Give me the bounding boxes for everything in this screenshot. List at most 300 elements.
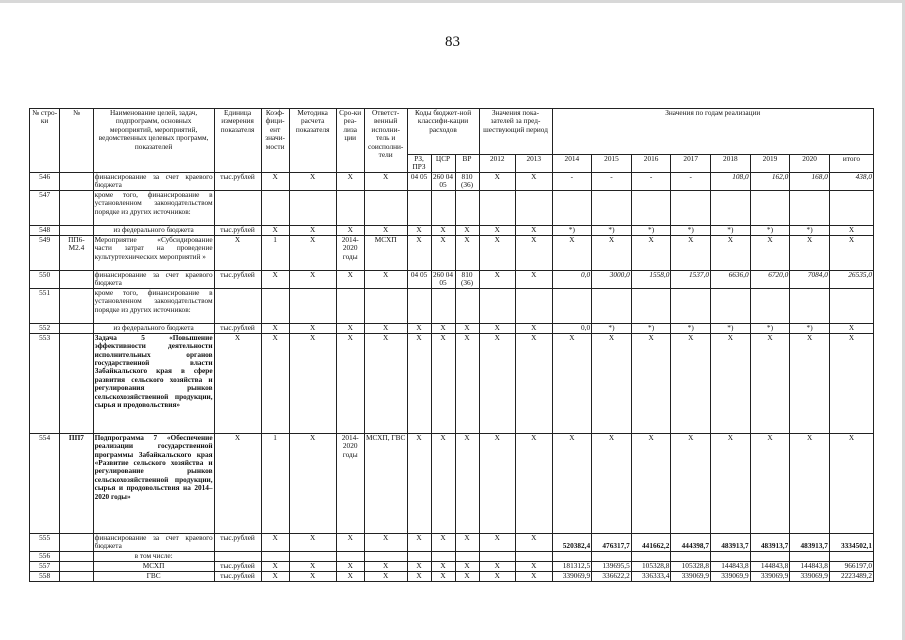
cell-terms: X [336,533,364,551]
cell-row-number: 555 [30,533,60,551]
cell-2020: 168,0 [790,172,830,190]
cell-2014: X [552,235,592,270]
cell-2016 [631,190,671,225]
header-2018: 2018 [711,155,751,173]
cell-name: в том числе: [93,551,214,561]
cell-row-number: 554 [30,433,60,533]
cell-method: X [289,323,336,333]
cell-code-csr: 260 04 05 [432,270,454,288]
cell-2019: 144843,8 [750,561,790,571]
cell-method: X [289,533,336,551]
cell-2014: X [552,333,592,433]
header-coef: Коэф-фици-ент значи-мости [261,109,289,173]
cell-2019: 6720,0 [750,270,790,288]
cell-code-number [60,561,93,571]
cell-code-rz: X [407,333,431,433]
table-row [30,323,874,333]
table-row [30,225,874,235]
cell-code-number [60,333,93,433]
cell-2017: X [671,433,711,533]
cell-method: X [289,433,336,533]
cell-total: X [829,333,873,433]
cell-unit: тыс.рублей [214,561,261,571]
cell-code-rz: 04 05 [407,270,431,288]
header-code-rz: РЗ, ПРЗ [407,155,431,173]
cell-2019: X [750,433,790,533]
cell-2014 [552,551,592,561]
cell-unit: X [214,433,261,533]
cell-row-number: 558 [30,571,60,581]
cell-total [829,190,873,225]
cell-2018: X [711,333,751,433]
header-unit: Единица измерения показателя [214,109,261,173]
cell-terms: X [336,323,364,333]
cell-coef: X [261,533,289,551]
cell-2014: 0,0 [552,270,592,288]
cell-code-csr: X [431,225,455,235]
cell-2018: 108,0 [711,172,751,190]
cell-code-rz [407,190,431,225]
cell-code-vr: X [455,571,479,581]
cell-2019: X [750,235,790,270]
cell-row-number: 546 [30,172,60,190]
cell-2014: *) [552,225,592,235]
cell-2014: 339069,9 [552,571,592,581]
cell-2015 [592,288,632,323]
table-row [30,333,874,433]
cell-2013: X [516,333,553,433]
cell-coef: X [261,333,289,433]
cell-2020: 483913,7 [790,533,830,551]
table-row [30,190,874,225]
cell-row-number: 556 [30,551,60,561]
table-row [30,571,874,581]
cell-code-number [60,172,93,190]
cell-2019 [750,190,790,225]
cell-2015: X [592,333,632,433]
cell-2020: *) [790,225,830,235]
cell-2014: 181312,5 [552,561,592,571]
cell-2013: X [516,270,553,288]
program-table [29,108,874,582]
cell-coef: 1 [261,235,289,270]
cell-2018 [711,190,751,225]
cell-code-csr: 260 04 05 [432,172,454,190]
cell-2013: X [516,571,553,581]
cell-coef [261,551,289,561]
cell-code-rz: 04 05 [407,172,431,190]
cell-method: X [289,571,336,581]
cell-code-rz: X [407,323,431,333]
cell-code-csr: X [431,333,455,433]
cell-code-vr: X [455,561,479,571]
cell-2015: 336622,2 [592,571,632,581]
cell-2018: X [711,235,751,270]
header-2012: 2012 [479,155,516,173]
cell-terms [336,288,364,323]
cell-2012: X [479,533,516,551]
cell-row-number: 551 [30,288,60,323]
cell-responsible: X [364,270,407,288]
cell-name: Подпрограмма 7 «Обеспечение реализации государственной программы Забайкальского края «Развитие сельского хозяйства и регулирование рынков сельскохозяйственной продукции, сырья и продовольствия на 2014–2020 годы» [93,433,214,533]
cell-code-vr: X [455,533,479,551]
cell-code-number [60,270,93,288]
cell-2013: X [516,323,553,333]
cell-code-csr [431,288,455,323]
cell-unit: X [214,333,261,433]
cell-name: из федерального бюджета [93,323,214,333]
cell-code-vr: X [455,323,479,333]
cell-2017 [671,288,711,323]
cell-code-vr: X [455,433,479,533]
cell-row-number: 557 [30,561,60,571]
cell-2012: X [479,172,516,190]
header-terms: Сро-ки реа-лиза ции [336,109,364,173]
header-no: № [60,109,93,173]
cell-2019: *) [750,225,790,235]
cell-total: X [829,323,873,333]
table-row [30,561,874,571]
table-row [30,235,874,270]
cell-responsible [364,551,407,561]
cell-code-vr [455,551,479,561]
cell-code-csr: X [431,533,455,551]
cell-code-vr: X [455,225,479,235]
cell-name: МСХП [93,561,214,571]
cell-2016: 1558,0 [631,270,671,288]
cell-2012 [479,288,516,323]
cell-code-vr: 810 (36) [455,172,479,190]
cell-code-number [60,551,93,561]
cell-2013: X [516,533,553,551]
cell-name: Мероприятие «Субсидирование части затрат на проведение культуртехнических мероприятий » [93,235,214,270]
cell-2016: *) [631,225,671,235]
cell-code-rz [407,288,431,323]
cell-terms: X [336,225,364,235]
cell-2014 [552,190,592,225]
cell-2018: *) [711,323,751,333]
cell-2013 [516,551,553,561]
cell-2014 [552,288,592,323]
cell-2015: - [592,172,632,190]
cell-2015: *) [592,225,632,235]
cell-2020 [790,288,830,323]
cell-2020: X [790,433,830,533]
cell-name: ГВС [93,571,214,581]
header-2014: 2014 [552,155,592,173]
table-row [30,433,874,533]
table-header [30,109,874,173]
cell-code-csr: X [431,235,455,270]
cell-2020: X [790,235,830,270]
cell-name: из федерального бюджета [93,225,214,235]
header-code-csr: ЦСР [431,155,455,173]
table-row [30,288,874,323]
cell-responsible: X [364,571,407,581]
cell-method [289,190,336,225]
cell-2018: X [711,433,751,533]
cell-name: финансирование за счет краевого бюджета [94,533,213,551]
cell-responsible: X [364,333,407,433]
cell-unit [214,288,261,323]
cell-2013: X [516,561,553,571]
cell-name: Задача 5 «Повышение эффективности деятельности исполнительных органов государственной власти Забайкальского края в сфере развития сельского хозяйства и регулирования рынков сельскохозяйственной продукции, сырья и продовольствия» [93,333,214,433]
cell-2012: X [479,333,516,433]
cell-2017: *) [671,225,711,235]
cell-2017 [671,551,711,561]
cell-2016: 105328,8 [631,561,671,571]
cell-2018: 483913,7 [711,533,751,551]
table-body [30,172,874,581]
cell-2016: X [631,433,671,533]
cell-2018 [711,551,751,561]
cell-2018: 144843,8 [711,561,751,571]
cell-unit [214,551,261,561]
cell-method: X [289,333,336,433]
cell-terms: X [336,571,364,581]
cell-2018: 339069,9 [711,571,751,581]
cell-coef: X [261,225,289,235]
cell-responsible: X [364,561,407,571]
cell-unit: тыс.рублей [214,533,261,551]
cell-coef: X [261,561,289,571]
cell-responsible: X [364,323,407,333]
cell-terms: X [336,333,364,433]
cell-2016: X [631,235,671,270]
cell-2015: X [592,235,632,270]
cell-2017: - [671,172,711,190]
cell-2016 [631,551,671,561]
cell-code-vr [455,288,479,323]
cell-2015: *) [592,323,632,333]
header-2013: 2013 [516,155,553,173]
cell-2012: X [479,235,516,270]
cell-name: финансирование за счет краевого бюджета [94,270,213,288]
cell-method: X [289,270,336,288]
cell-2020: 339069,9 [790,571,830,581]
cell-method: X [289,225,336,235]
cell-code-vr [455,190,479,225]
cell-2013 [516,288,553,323]
header-code-vr: ВР [455,155,479,173]
cell-responsible: МСХП, ГВС [364,433,407,533]
cell-unit: тыс.рублей [214,270,261,288]
cell-code-rz: X [407,235,431,270]
cell-terms: X [336,172,364,190]
cell-2014: - [552,172,592,190]
cell-2017: X [671,235,711,270]
cell-row-number: 553 [30,333,60,433]
header-previous-period: Значения пока-зателей за пред-шествующий период [479,109,552,155]
cell-total: X [829,235,873,270]
header-values-by-year: Значения по годам реализации [552,109,873,155]
cell-2015: 139695,5 [592,561,632,571]
cell-2016: - [631,172,671,190]
cell-code-csr: X [431,571,455,581]
cell-2018: 6636,0 [711,270,751,288]
cell-unit: X [214,235,261,270]
cell-2016: X [631,333,671,433]
cell-2012: X [479,433,516,533]
cell-2012: X [479,270,516,288]
cell-code-csr [431,190,455,225]
cell-unit [214,190,261,225]
cell-2017: 444398,7 [671,533,711,551]
cell-2014: X [552,433,592,533]
cell-2015: 3000,0 [592,270,632,288]
header-2015: 2015 [592,155,632,173]
cell-code-number [60,190,93,225]
cell-2012: X [479,561,516,571]
cell-row-number: 547 [30,190,60,225]
cell-code-number [60,323,93,333]
cell-2013 [516,190,553,225]
cell-2020 [790,551,830,561]
scan-edge-top [0,0,905,3]
cell-method: X [289,235,336,270]
cell-2015: 476317,7 [592,533,632,551]
cell-code-number [60,533,93,551]
cell-coef: X [261,172,289,190]
cell-method: X [289,561,336,571]
table-row [30,172,874,190]
cell-2017: 105328,8 [671,561,711,571]
cell-row-number: 552 [30,323,60,333]
cell-code-number: ПП6-М2.4 [60,235,93,270]
cell-2017: X [671,333,711,433]
cell-2020 [790,190,830,225]
cell-2018: *) [711,225,751,235]
cell-total: X [829,433,873,533]
cell-2013: X [516,172,553,190]
cell-responsible: МСХП [364,235,407,270]
cell-2017 [671,190,711,225]
cell-2015: X [592,433,632,533]
cell-2020: 7084,0 [790,270,830,288]
cell-2012 [479,190,516,225]
cell-code-rz: X [407,533,431,551]
cell-code-csr: X [431,561,455,571]
cell-2012: X [479,571,516,581]
cell-2020: *) [790,323,830,333]
cell-unit: тыс.рублей [214,225,261,235]
cell-code-number [60,225,93,235]
cell-2016: *) [631,323,671,333]
header-2020: 2020 [790,155,830,173]
table-row [30,551,874,561]
cell-name: кроме того, финансирование в установленном законодательством порядке из других источников: [93,190,214,225]
cell-row-number: 549 [30,235,60,270]
cell-2019 [750,551,790,561]
cell-row-number: 550 [30,270,60,288]
cell-2016: 441662,2 [631,533,671,551]
cell-terms: X [336,561,364,571]
header-name: Наименование целей, задач, подпрограмм, основных мероприятий, мероприятий, ведомственных целевых программ, показателей [93,109,214,173]
cell-2016: 336333,4 [631,571,671,581]
cell-name: финансирование за счет краевого бюджета [94,172,213,190]
header-2017: 2017 [671,155,711,173]
cell-coef: X [261,323,289,333]
cell-coef [261,190,289,225]
header-2019: 2019 [750,155,790,173]
cell-terms: 2014-2020 годы [336,433,364,533]
cell-2015 [592,551,632,561]
cell-2012: X [479,323,516,333]
cell-2012 [479,551,516,561]
cell-2019: 339069,9 [750,571,790,581]
header-2016: 2016 [631,155,671,173]
cell-2013: X [516,225,553,235]
cell-coef: 1 [261,433,289,533]
cell-2018 [711,288,751,323]
cell-responsible: X [364,172,407,190]
cell-2020: 144843,8 [790,561,830,571]
cell-total: X [829,225,873,235]
cell-2020: X [790,333,830,433]
cell-terms: X [336,270,364,288]
header-method: Методика расчета показателя [289,109,336,173]
cell-2013: X [516,433,553,533]
cell-2014: 0,0 [552,323,592,333]
cell-2019: 162,0 [750,172,790,190]
cell-2015 [592,190,632,225]
header-row-no: № стро-ки [30,109,60,173]
cell-total: 966197,0 [829,561,873,571]
cell-total: 2223489,2 [829,571,873,581]
cell-terms: 2014-2020 годы [336,235,364,270]
cell-2019: X [750,333,790,433]
cell-2014: 520382,4 [552,533,592,551]
cell-name: кроме того, финансирование в установленном законодательством порядке из других источников: [93,288,214,323]
cell-responsible: X [364,225,407,235]
cell-method [289,551,336,561]
page-number: 83 [445,34,460,50]
cell-2019 [750,288,790,323]
table-row [30,533,874,551]
cell-2016 [631,288,671,323]
cell-unit: тыс.рублей [214,172,261,190]
header-responsible: Ответст-венный исполни-тель и соисполни-тели [364,109,407,173]
cell-code-rz: X [407,225,431,235]
cell-code-vr: X [455,235,479,270]
cell-coef [261,288,289,323]
cell-2017: 1537,0 [671,270,711,288]
header-total: итого [829,155,873,173]
cell-code-rz: X [407,433,431,533]
cell-2013: X [516,235,553,270]
cell-code-number: ПП7 [60,433,93,533]
cell-method: X [289,172,336,190]
cell-unit: тыс.рублей [214,571,261,581]
table-row [30,270,874,288]
cell-row-number: 548 [30,225,60,235]
cell-2017: *) [671,323,711,333]
cell-method [289,288,336,323]
cell-2012: X [479,225,516,235]
cell-responsible [364,288,407,323]
cell-code-rz: X [407,561,431,571]
cell-2019: 483913,7 [750,533,790,551]
cell-coef: X [261,270,289,288]
cell-total [829,551,873,561]
cell-code-csr: X [431,433,455,533]
cell-total: 438,0 [829,172,873,190]
cell-code-number [60,571,93,581]
cell-2019: *) [750,323,790,333]
cell-code-rz: X [407,571,431,581]
cell-code-rz [407,551,431,561]
cell-total: 26535,0 [829,270,873,288]
